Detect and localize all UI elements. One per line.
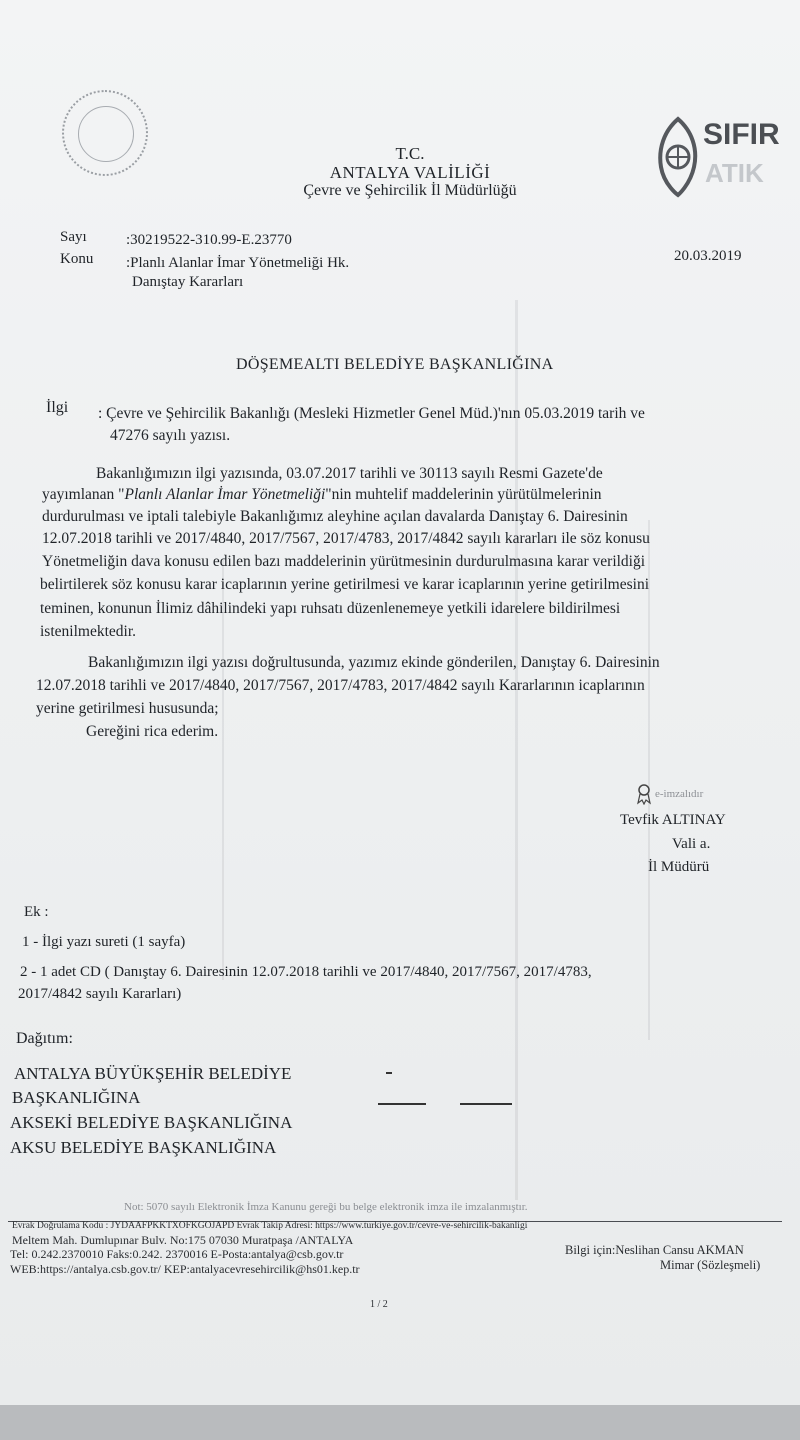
signer-name: Tevfik ALTINAY [620, 812, 726, 828]
ministry-seal-icon [62, 90, 148, 176]
distribution-item: ANTALYA BÜYÜKŞEHİR BELEDİYE [14, 1064, 292, 1083]
body-line: Bakanlığımızın ilgi yazısında, 03.07.2017 tarihli ve 30113 sayılı Resmi Gazete'de [96, 465, 603, 482]
konu-value: :Planlı Alanlar İmar Yönetmeliği Hk. [126, 255, 350, 271]
zero-waste-logo-text: SIFIR [703, 118, 780, 151]
distribution-label: Dağıtım: [16, 1030, 73, 1047]
body-line: belirtilerek söz konusu karar icaplarının yerine getirilmesi ve karar icaplarının yerine getirilmesini [40, 576, 650, 593]
copy-streak [515, 300, 518, 1200]
footer-verify: Evrak Doğrulama Kodu : JYDAAFPKKTXOFKGOJAPD Evrak Takip Adresi: https://www.turkiye.gov.tr/cevre-ve-sehircilik-bakanligi [12, 1221, 528, 1231]
distribution-item: AKSU BELEDİYE BAŞKANLIĞINA [10, 1138, 277, 1157]
header-directorate: Çevre ve Şehircilik İl Müdürlüğü [303, 182, 517, 199]
konu-value-cont: Danıştay Kararları [132, 274, 244, 290]
ilgi-label: İlgi [46, 399, 69, 416]
distribution-item-cont: BAŞKANLIĞINA [12, 1088, 141, 1107]
ilgi-line-2: 47276 sayılı yazısı. [110, 427, 231, 444]
copy-streak [648, 520, 650, 1040]
recipient-title: DÖŞEMEALTI BELEDİYE BAŞKANLIĞINA [236, 356, 554, 373]
header-governorship: ANTALYA VALİLİĞİ [329, 163, 491, 182]
attachment-item-cont: 2017/4842 sayılı Kararları) [18, 986, 182, 1002]
ink-mark [378, 1103, 426, 1105]
distribution-item: AKSEKİ BELEDİYE BAŞKANLIĞINA [10, 1113, 293, 1132]
ink-mark [460, 1103, 512, 1105]
zero-waste-logo-subtext: ATIK [705, 158, 764, 188]
footer-web: WEB:https://antalya.csb.gov.tr/ KEP:antalyacevresehircilik@hs01.kep.tr [10, 1262, 360, 1276]
konu-label: Konu [60, 251, 94, 267]
body-line: istenilmektedir. [40, 623, 136, 640]
attachment-item: 2 - 1 adet CD ( Danıştay 6. Dairesinin 12.07.2018 tarihli ve 2017/4840, 2017/7567, 2017/4783, [20, 964, 592, 980]
body-line: yerine getirilmesi hususunda; [36, 700, 219, 717]
ink-mark [386, 1072, 392, 1074]
body-line: Bakanlığımızın ilgi yazısı doğrultusunda, yazımız ekinde gönderilen, Danıştay 6. Dairesinin [88, 654, 660, 671]
body-line: durdurulması ve iptali talebiyle Bakanlığımız aleyhine açılan davalarda Danıştay 6. Dairesinin [42, 508, 628, 525]
body-line: Yönetmeliğin dava konusu edilen bazı maddelerinin yürütmesinin durdurulmasına karar verildiği [42, 553, 646, 570]
footer-esign-notice: Not: 5070 sayılı Elektronik İmza Kanunu gereği bu belge elektronik imza ile imzalanmıştır. [124, 1201, 528, 1213]
ilgi-line-1: : Çevre ve Şehircilik Bakanlığı (Mesleki Hizmetler Genel Müd.)'nın 05.03.2019 tarih ve [98, 405, 645, 422]
signer-title-1: Vali a. [672, 836, 711, 852]
copy-streak [222, 560, 224, 980]
footer-address: Meltem Mah. Dumlupınar Bulv. No:175 07030 Muratpaşa /ANTALYA [12, 1233, 354, 1247]
footer-phone: Tel: 0.242.2370010 Faks:0.242. 2370016 E-Posta:antalya@csb.gov.tr [10, 1247, 344, 1261]
document-date: 20.03.2019 [674, 248, 742, 264]
page-number: 1 / 2 [370, 1299, 388, 1310]
signer-title-2: İl Müdürü [648, 859, 710, 875]
attachment-item: 1 - İlgi yazı sureti (1 sayfa) [22, 934, 186, 950]
body-line: 12.07.2018 tarihli ve 2017/4840, 2017/7567, 2017/4783, 2017/4842 sayılı Kararlarının icaplarının [36, 677, 645, 694]
body-line: 12.07.2018 tarihli ve 2017/4840, 2017/7567, 2017/4783, 2017/4842 sayılı kararları ile söz konusu [42, 530, 650, 547]
footer-info-title: Mimar (Sözleşmeli) [660, 1258, 761, 1272]
sayi-label: Sayı [60, 229, 87, 245]
scan-background [0, 1405, 800, 1440]
header-tc: T.C. [395, 144, 425, 163]
zero-waste-logo-icon [656, 115, 700, 199]
attachments-label: Ek : [24, 904, 49, 920]
footer-info-contact: Bilgi için:Neslihan Cansu AKMAN [565, 1243, 744, 1257]
sayi-value: :30219522-310.99-E.23770 [126, 232, 292, 248]
body-line: yayımlanan "Planlı Alanlar İmar Yönetmeliği"nin muhtelif maddelerinin yürütülmelerinin [42, 486, 602, 503]
body-line: teminen, konunun İlimiz dâhilindeki yapı ruhsatı düzenlenemeye yetkili idarelere bildirilmesi [40, 600, 621, 617]
e-signature-icon [636, 783, 652, 805]
closing-line: Gereğini rica ederim. [86, 723, 219, 740]
e-signed-label: e-imzalıdır [655, 788, 704, 800]
